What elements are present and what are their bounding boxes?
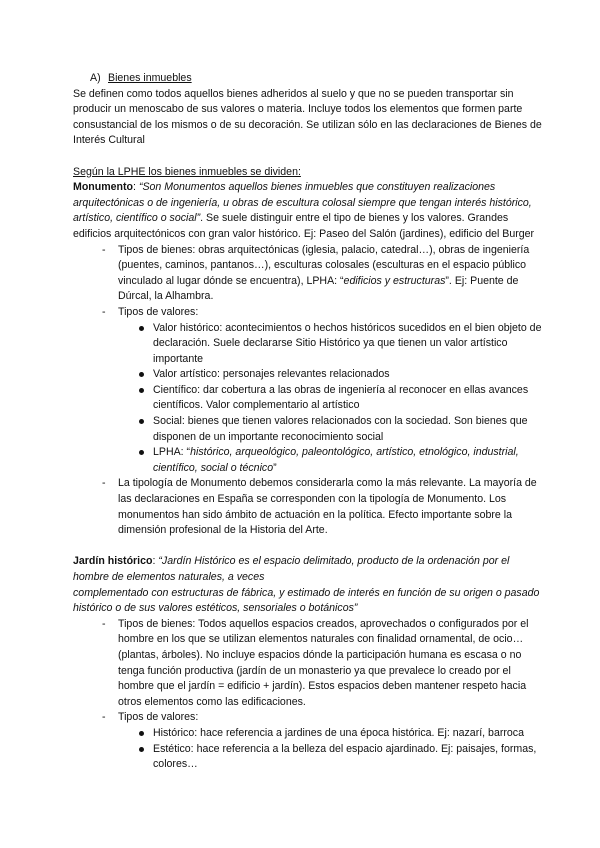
tipos-bienes-tail: ”. Ej: Puente de Dúrcal, la Alhambra. bbox=[118, 274, 519, 303]
list-item: Valor histórico: acontecimientos o hechos históricos sucedidos en el bien objeto de declaración. Suele declararse Sitio Histórico ya que tienen un valor artístico importante bbox=[136, 321, 548, 368]
list-item bbox=[102, 243, 548, 305]
tipos-bienes-italic: edificios y estructuras bbox=[343, 274, 446, 287]
jardin-quote-1: “Jardín Histórico es el espacio delimitado, producto de la ordenación por el hombre de elementos naturales, a veces bbox=[73, 555, 510, 583]
lpha-prefix: LPHA: “ bbox=[153, 446, 191, 459]
monumento-rest: . Se suele distinguir entre el tipo de bienes y los valores. Grandes edificios arquitectónicos con gran valor histórico. Ej: Paseo del Salón (jardines), edificio del Burger bbox=[73, 212, 535, 240]
section-heading bbox=[73, 71, 548, 87]
jardin-quote-2: complementado con estructuras de fábrica, y estimado de interés en función de su origen o pasado histórico o de sus valores estéticos, sensoriales o botánicos” bbox=[73, 586, 540, 615]
jardin-list bbox=[73, 617, 548, 773]
monumento-quote: “Son Monumentos aquellos bienes inmuebles que constituyen realizaciones arquitectónicas o de ingeniería, u obras de escultura colosal siempre que tengan interés histórico, artístico, científico o social” bbox=[73, 181, 532, 225]
valores-list bbox=[118, 321, 548, 477]
jardin-colon: : bbox=[152, 555, 156, 568]
tipos-bienes-text: Tipos de bienes: obras arquitectónicas (iglesia, palacio, catedral…), obras de ingeniería (puentes, caminos, pantanos…), esculturas colosales (esculturas en el espacio público vinculado al lugar dónde se encuentra), LPHA: “ bbox=[118, 243, 530, 287]
list-item: Estético: hace referencia a la belleza del espacio ajardinado. Ej: paisajes, formas, colores… bbox=[136, 742, 548, 773]
jardin-quote-continued bbox=[73, 586, 548, 617]
list-item bbox=[102, 305, 548, 477]
section-intro: Se definen como todos aquellos bienes adheridos al suelo y que no se pueden transportar sin producir un menoscabo de sus valores o materia. Incluye todos los elementos que formen parte consustancial de los mismos o de su decoración. Se utilizan sólo en las declaraciones de Bienes de Interés Cultural bbox=[73, 87, 542, 147]
monumento-term: Monumento bbox=[73, 181, 134, 194]
lpha-suffix: ” bbox=[273, 461, 277, 474]
list-item: - Tipos de bienes: Todos aquellos espacios creados, aprovechados o configurados por el hombre en los que se utilizan elementos naturales con finalidad ornamental, de ocio… (plantas, árboles). No incluye espacios dónde la participación humana es escasa o no tenga función productiva (jardín de un monasterio ya que prevalece lo creado por el hombre que el jardín = edificio + jardín). Estos espacios deben mantener respeto hacia otros elementos como las edificaciones. bbox=[102, 617, 548, 711]
list-item: Social: bienes que tienen valores relacionados con la sociedad. Son bienes que disponen de un importante reconocimiento social bbox=[136, 414, 548, 445]
section-title: Bienes inmuebles bbox=[108, 72, 192, 84]
list-item bbox=[102, 710, 548, 772]
list-item: - La tipología de Monumento debemos considerarla como la más relevante. La mayoría de las declaraciones en España se corresponden con la tipología de Monumento. Los monumentos han sido ámbito de actuación en la política. Efecto importante sobre la dimensión profesional de la Historia del Arte. bbox=[102, 476, 548, 538]
monumento-paragraph bbox=[73, 180, 548, 242]
list-item: Científico: dar cobertura a las obras de ingeniería al reconocer en ellas avances científicos. Valor complementario al artístico bbox=[136, 383, 548, 414]
lpha-italic: histórico, arqueológico, paleontológico, artístico, etnológico, industrial, científico, social o técnico bbox=[153, 446, 519, 474]
section-letter: A) bbox=[90, 72, 101, 84]
list-item bbox=[136, 445, 548, 476]
monumento-colon: : bbox=[133, 181, 136, 194]
tipos-valores-label: Tipos de valores: bbox=[118, 305, 199, 318]
tipos-valores-label: Tipos de valores: bbox=[118, 711, 199, 724]
monumento-list bbox=[73, 243, 548, 539]
jardin-term: Jardín histórico bbox=[73, 555, 153, 568]
lphe-heading: Según la LPHE los bienes inmuebles se dividen: bbox=[73, 165, 301, 178]
list-item: Histórico: hace referencia a jardines de una época histórica. Ej: nazarí, barroca bbox=[136, 726, 548, 742]
jardin-paragraph bbox=[73, 554, 548, 585]
list-item: Valor artístico: personajes relevantes relacionados bbox=[136, 367, 548, 383]
jardin-valores-list bbox=[118, 726, 548, 773]
